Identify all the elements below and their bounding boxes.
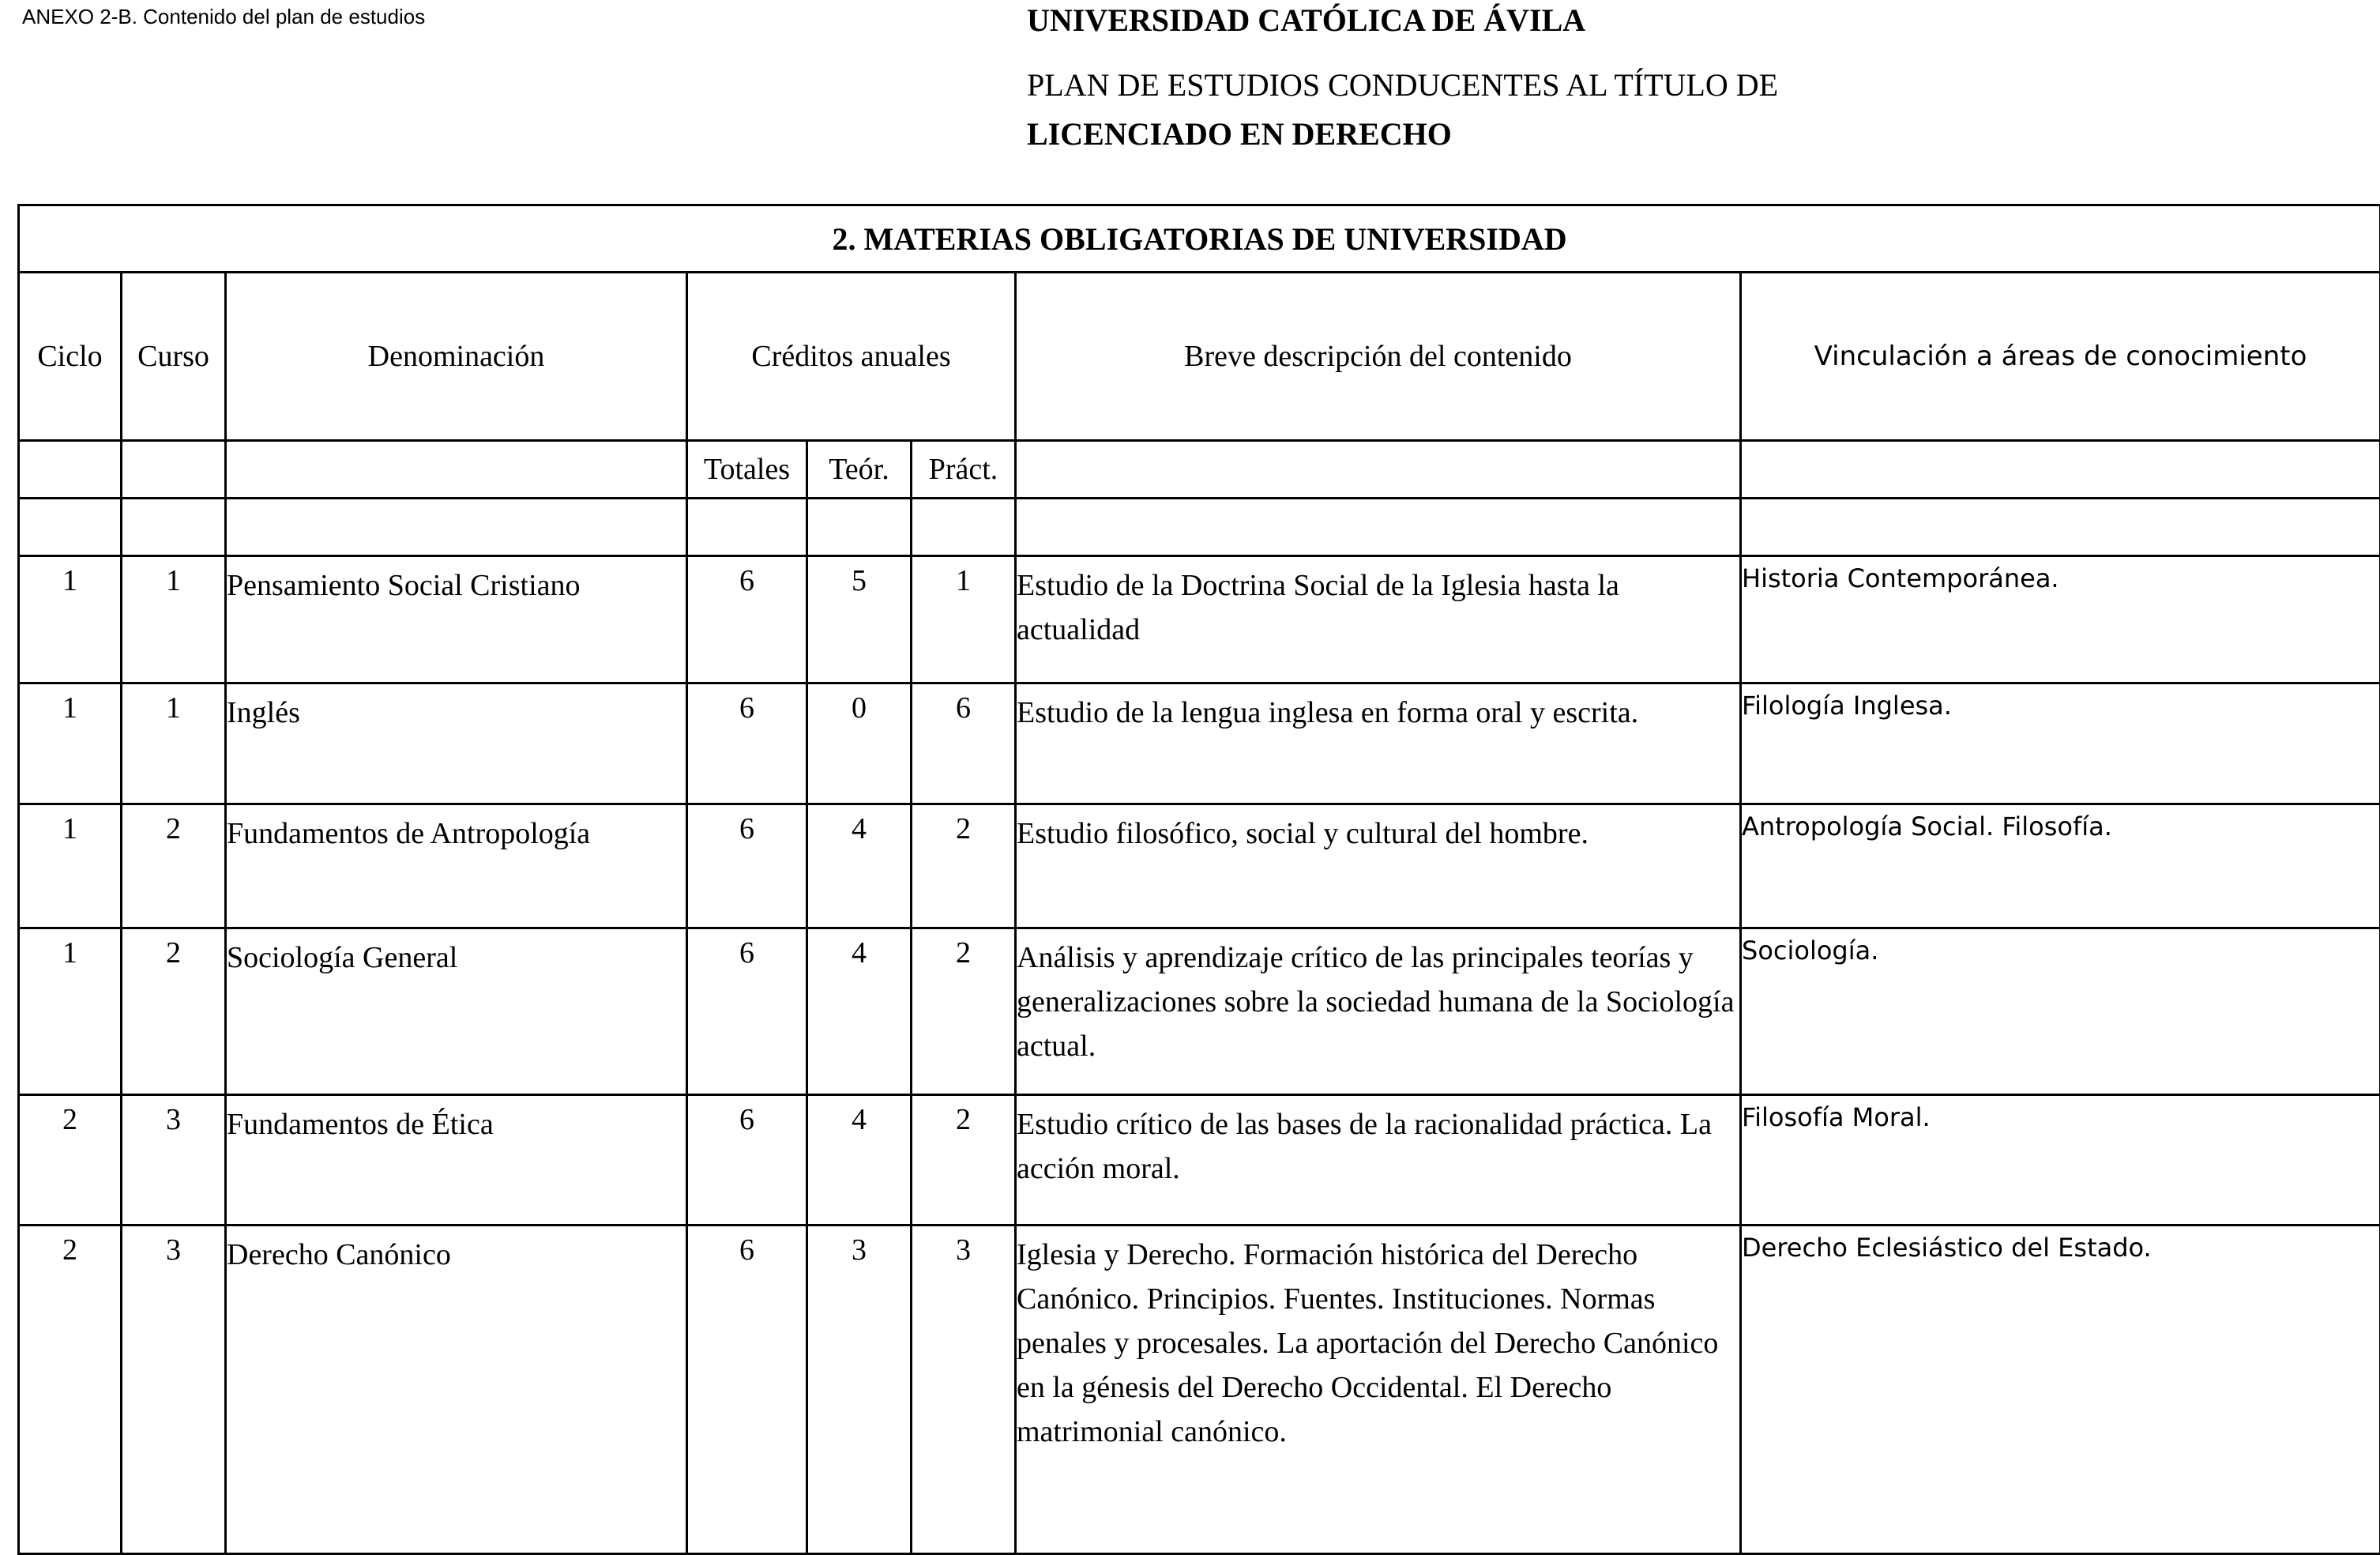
degree-title: LICENCIADO EN DERECHO: [1027, 115, 1452, 152]
section-title: 2. MATERIAS OBLIGATORIAS DE UNIVERSIDAD: [19, 205, 2380, 273]
cell-curso: 2: [122, 928, 226, 1095]
cell-curso: 3: [122, 1095, 226, 1226]
plan-subtitle: PLAN DE ESTUDIOS CONDUCENTES AL TÍTULO DE: [1027, 66, 1778, 104]
cell-denominacion: Derecho Canónico: [226, 1226, 687, 1554]
cell-descripcion: Estudio de la Doctrina Social de la Iglesia hasta la actualidad: [1016, 556, 1741, 683]
table-row: [19, 804, 2380, 928]
cell-pract: 3: [912, 1226, 1016, 1554]
cell-ciclo: 1: [19, 804, 122, 928]
empty-cell: [687, 499, 807, 556]
cell-teor: 4: [807, 928, 912, 1095]
cell-vinculacion: Historia Contemporánea.: [1741, 556, 2380, 683]
cell-curso: 2: [122, 804, 226, 928]
cell-totales: 6: [687, 683, 807, 804]
cell-ciclo: 2: [19, 1226, 122, 1554]
empty-cell: [122, 499, 226, 556]
col-header-creditos: Créditos anuales: [687, 273, 1016, 441]
col-header-teor: Teór.: [807, 441, 912, 499]
cell-ciclo: 2: [19, 1095, 122, 1226]
cell-pract: 2: [912, 804, 1016, 928]
col-header-ciclo: Ciclo: [19, 273, 122, 441]
cell-teor: 3: [807, 1226, 912, 1554]
cell-totales: 6: [687, 1095, 807, 1226]
cell-totales: 6: [687, 556, 807, 683]
cell-vinculacion: Antropología Social. Filosofía.: [1741, 804, 2380, 928]
cell-curso: 1: [122, 683, 226, 804]
table-row: [19, 683, 2380, 804]
cell-totales: 6: [687, 928, 807, 1095]
cell-descripcion: Análisis y aprendizaje crítico de las principales teorías y generalizaciones sobre la sociedad humana de la Sociología actual.: [1016, 928, 1741, 1095]
cell-teor: 4: [807, 804, 912, 928]
empty-cell: [122, 441, 226, 499]
cell-descripcion: Estudio filosófico, social y cultural del hombre.: [1016, 804, 1741, 928]
col-header-vinculacion: Vinculación a áreas de conocimiento: [1741, 273, 2380, 441]
empty-cell: [226, 499, 687, 556]
cell-teor: 0: [807, 683, 912, 804]
annex-label: ANEXO 2-B. Contenido del plan de estudios: [22, 5, 425, 29]
col-header-pract: Práct.: [912, 441, 1016, 499]
cell-pract: 2: [912, 1095, 1016, 1226]
empty-cell: [1016, 441, 1741, 499]
cell-denominacion: Pensamiento Social Cristiano: [226, 556, 687, 683]
col-header-curso: Curso: [122, 273, 226, 441]
table-row: [19, 1095, 2380, 1226]
cell-pract: 1: [912, 556, 1016, 683]
cell-ciclo: 1: [19, 928, 122, 1095]
empty-cell: [19, 499, 122, 556]
cell-descripcion: Estudio de la lengua inglesa en forma oral y escrita.: [1016, 683, 1741, 804]
cell-ciclo: 1: [19, 683, 122, 804]
cell-pract: 6: [912, 683, 1016, 804]
empty-cell: [226, 441, 687, 499]
cell-denominacion: Sociología General: [226, 928, 687, 1095]
cell-vinculacion: Filología Inglesa.: [1741, 683, 2380, 804]
cell-vinculacion: Derecho Eclesiástico del Estado.: [1741, 1226, 2380, 1554]
col-header-totales: Totales: [687, 441, 807, 499]
table-row: [19, 1226, 2380, 1554]
cell-totales: 6: [687, 1226, 807, 1554]
cell-teor: 5: [807, 556, 912, 683]
cell-teor: 4: [807, 1095, 912, 1226]
cell-pract: 2: [912, 928, 1016, 1095]
cell-vinculacion: Sociología.: [1741, 928, 2380, 1095]
courses-table: [17, 204, 2380, 1555]
table-row: [19, 928, 2380, 1095]
cell-curso: 1: [122, 556, 226, 683]
empty-cell: [1741, 499, 2380, 556]
cell-ciclo: 1: [19, 556, 122, 683]
cell-denominacion: Fundamentos de Ética: [226, 1095, 687, 1226]
col-header-denominacion: Denominación: [226, 273, 687, 441]
table-row: [19, 556, 2380, 683]
cell-descripcion: Estudio crítico de las bases de la racionalidad práctica. La acción moral.: [1016, 1095, 1741, 1226]
cell-totales: 6: [687, 804, 807, 928]
col-header-descripcion: Breve descripción del contenido: [1016, 273, 1741, 441]
cell-curso: 3: [122, 1226, 226, 1554]
empty-cell: [912, 499, 1016, 556]
empty-cell: [807, 499, 912, 556]
empty-cell: [1016, 499, 1741, 556]
cell-descripcion: Iglesia y Derecho. Formación histórica del Derecho Canónico. Principios. Fuentes. Instituciones. Normas penales y procesales. La aportación del Derecho Canónico en la génesis del Derecho Occidental. El Derecho matrimonial canónico.: [1016, 1226, 1741, 1554]
empty-cell: [19, 441, 122, 499]
empty-cell: [1741, 441, 2380, 499]
university-title: UNIVERSIDAD CATÓLICA DE ÁVILA: [1027, 2, 1585, 39]
cell-denominacion: Fundamentos de Antropología: [226, 804, 687, 928]
cell-vinculacion: Filosofía Moral.: [1741, 1095, 2380, 1226]
cell-denominacion: Inglés: [226, 683, 687, 804]
